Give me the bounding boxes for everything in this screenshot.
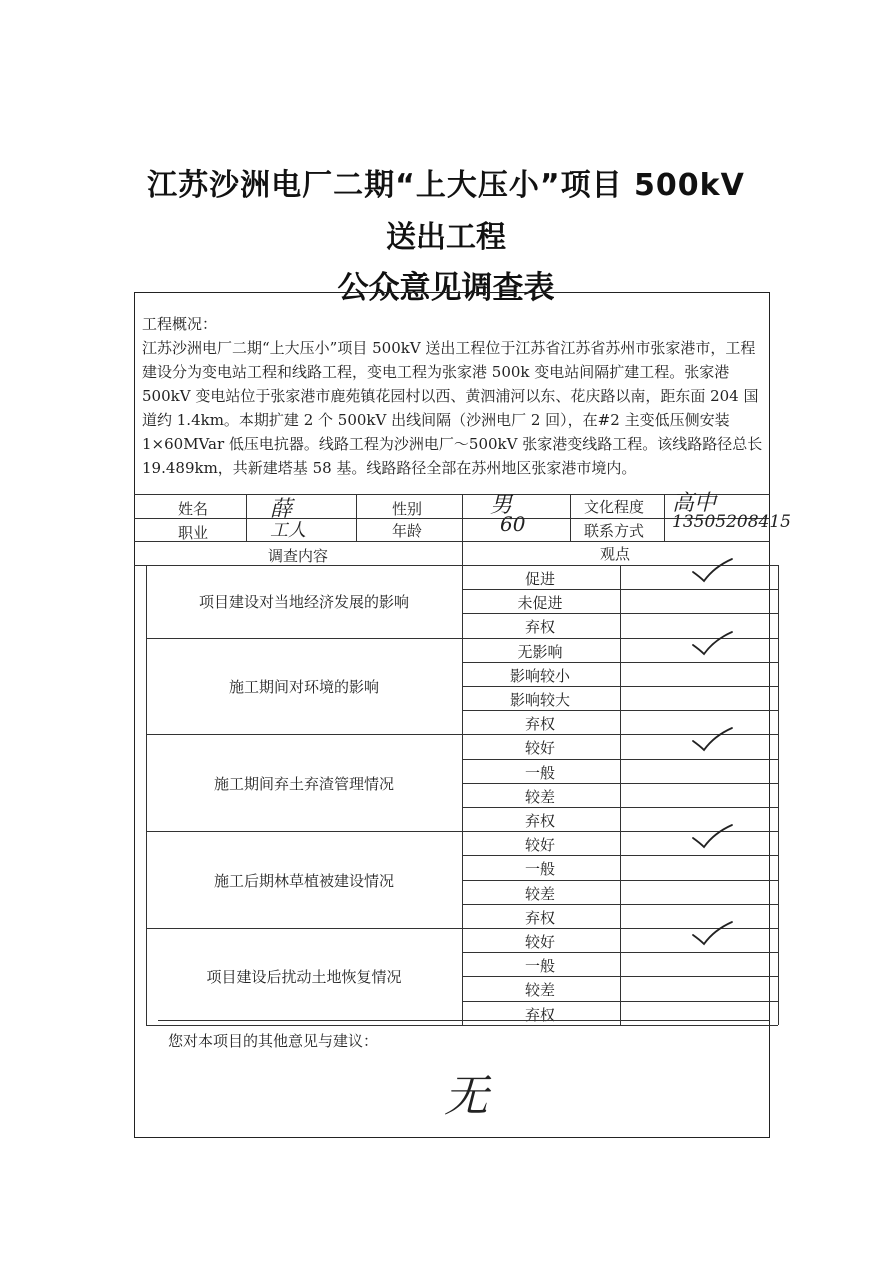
form-title-line2: 送出工程 bbox=[386, 220, 506, 255]
name-label: 姓名 bbox=[178, 500, 209, 518]
survey-option[interactable]: 无影响 bbox=[517, 642, 563, 661]
contact-value: 13505208415 bbox=[672, 512, 791, 532]
suggestions-label: 您对本项目的其他意见与建议： bbox=[168, 1032, 379, 1050]
survey-topic: 项目建设后扰动土地恢复情况 bbox=[206, 968, 402, 987]
survey-option[interactable]: 促进 bbox=[524, 570, 555, 588]
survey-topic: 施工后期林草植被建设情况 bbox=[213, 871, 394, 890]
age-label: 年龄 bbox=[392, 522, 423, 540]
check-mark-icon bbox=[690, 630, 734, 656]
check-mark-icon bbox=[690, 557, 734, 583]
education-value: 高中 bbox=[672, 491, 717, 516]
survey-option[interactable]: 较好 bbox=[524, 933, 555, 951]
overview-text: 江苏沙洲电厂二期“上大压小”项目 500kV 送出工程位于江苏省江苏省苏州市张家港市，工程建设分为变电站工程和线路工程，变电工程为张家港 500k 变电站间隔扩建工程。张家港 500kV 变电站位于张家港市鹿苑镇花园村以西、黄泗浦河以东、花庆路以南，距东面 204 国道约 1.4km。本期扩建 2 个 500kV 出线间隔（沙洲电厂 2 回），在#2 主变低压侧安装 1×60MVar 低压电抗器。线路工程为沙洲电厂～500kV 张家港变线路工程。该线路路径总长 19.489km，共新建塔基 58 基。线路路径全部在苏州地区张家港市境内。 bbox=[142, 339, 763, 477]
form-title-line1: 江苏沙洲电厂二期“上大压小”项目 500kV bbox=[147, 168, 745, 203]
survey-option[interactable]: 一般 bbox=[524, 763, 555, 782]
col-opinion-header: 观点 bbox=[600, 545, 631, 563]
survey-option[interactable]: 一般 bbox=[524, 860, 555, 879]
survey-option[interactable]: 未促进 bbox=[517, 594, 563, 613]
survey-option[interactable]: 较好 bbox=[524, 739, 555, 758]
survey-option[interactable]: 较好 bbox=[524, 836, 555, 855]
survey-topic: 施工期间对环境的影响 bbox=[228, 678, 379, 696]
form-title-line3: 公众意见调查表 bbox=[337, 270, 555, 306]
survey-option[interactable]: 弃权 bbox=[524, 1005, 555, 1024]
project-overview bbox=[142, 312, 770, 480]
gender-label: 性别 bbox=[392, 500, 423, 518]
age-value: 60 bbox=[500, 512, 526, 536]
name-value: 薛 bbox=[270, 497, 293, 522]
check-mark-icon bbox=[690, 726, 734, 752]
survey-topic: 施工期间弃土弃渣管理情况 bbox=[213, 774, 394, 793]
col-content-header: 调查内容 bbox=[268, 547, 329, 565]
contact-label: 联系方式 bbox=[584, 522, 645, 540]
survey-option[interactable]: 弃权 bbox=[524, 908, 555, 927]
check-mark-icon bbox=[690, 920, 734, 946]
survey-topic: 项目建设对当地经济发展的影响 bbox=[198, 593, 409, 612]
survey-option[interactable]: 弃权 bbox=[524, 812, 555, 830]
survey-option[interactable]: 影响较小 bbox=[509, 666, 570, 685]
survey-option[interactable]: 较差 bbox=[524, 787, 555, 806]
survey-option[interactable]: 一般 bbox=[524, 957, 555, 976]
job-label: 职业 bbox=[178, 524, 209, 542]
job-value: 工人 bbox=[270, 520, 306, 541]
survey-option[interactable]: 弃权 bbox=[524, 715, 555, 734]
education-label: 文化程度 bbox=[584, 498, 645, 516]
survey-option[interactable]: 较差 bbox=[524, 884, 555, 903]
overview-label: 工程概况： bbox=[142, 315, 218, 333]
survey-option[interactable]: 影响较大 bbox=[509, 691, 570, 709]
suggestions-value: 无 bbox=[444, 1071, 488, 1122]
check-mark-icon bbox=[690, 823, 734, 849]
survey-option[interactable]: 较差 bbox=[524, 981, 555, 1000]
gender-value: 男 bbox=[490, 493, 513, 518]
survey-option[interactable]: 弃权 bbox=[524, 618, 555, 637]
